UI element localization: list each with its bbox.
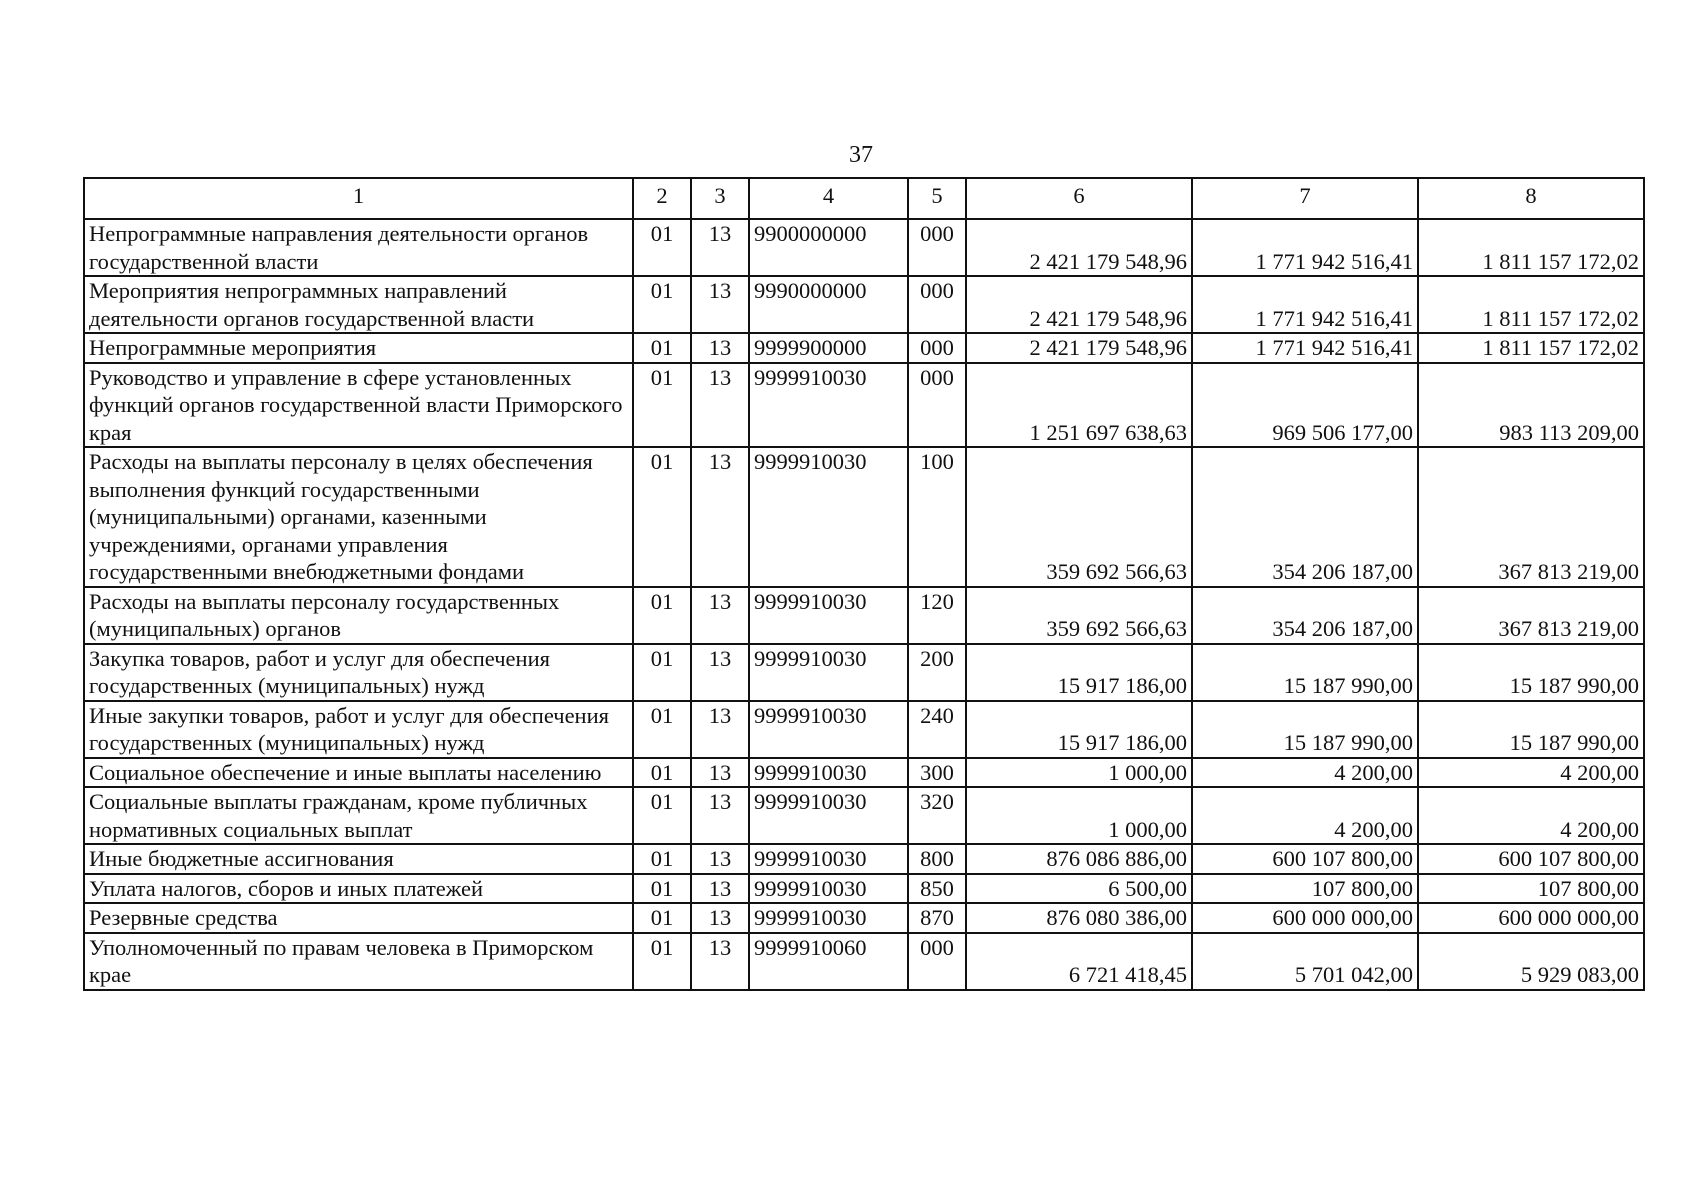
table-row xyxy=(84,701,1644,758)
row-subsection: 13 xyxy=(691,276,749,333)
table-row xyxy=(84,787,1644,844)
row-target-article: 9999910030 xyxy=(749,787,908,844)
row-section: 01 xyxy=(633,644,691,701)
row-amount-col6: 15 917 186,00 xyxy=(966,644,1192,701)
row-expense-type: 000 xyxy=(908,276,966,333)
row-amount-col8: 5 929 083,00 xyxy=(1418,933,1644,990)
row-amount-col7: 354 206 187,00 xyxy=(1192,587,1418,644)
row-subsection: 13 xyxy=(691,333,749,363)
table-row xyxy=(84,844,1644,874)
row-expense-type: 800 xyxy=(908,844,966,874)
row-subsection: 13 xyxy=(691,787,749,844)
row-target-article: 9999910030 xyxy=(749,903,908,933)
row-amount-col8: 600 000 000,00 xyxy=(1418,903,1644,933)
row-expense-type: 000 xyxy=(908,933,966,990)
row-amount-col7: 4 200,00 xyxy=(1192,787,1418,844)
table-row xyxy=(84,903,1644,933)
header-col-6: 6 xyxy=(966,178,1192,219)
row-amount-col8: 107 800,00 xyxy=(1418,874,1644,904)
row-section: 01 xyxy=(633,933,691,990)
header-col-4: 4 xyxy=(749,178,908,219)
row-amount-col6: 15 917 186,00 xyxy=(966,701,1192,758)
row-section: 01 xyxy=(633,587,691,644)
row-target-article: 9999910030 xyxy=(749,447,908,587)
row-name: Уполномоченный по правам человека в Приморском крае xyxy=(84,933,633,990)
row-amount-col6: 1 251 697 638,63 xyxy=(966,363,1192,448)
header-col-2: 2 xyxy=(633,178,691,219)
row-amount-col6: 359 692 566,63 xyxy=(966,587,1192,644)
table-row xyxy=(84,644,1644,701)
table-row xyxy=(84,933,1644,990)
row-subsection: 13 xyxy=(691,844,749,874)
row-target-article: 9999910060 xyxy=(749,933,908,990)
row-amount-col7: 1 771 942 516,41 xyxy=(1192,333,1418,363)
row-section: 01 xyxy=(633,844,691,874)
row-name: Иные закупки товаров, работ и услуг для обеспечения государственных (муниципальных) нужд xyxy=(84,701,633,758)
row-amount-col7: 15 187 990,00 xyxy=(1192,701,1418,758)
row-section: 01 xyxy=(633,219,691,276)
row-amount-col6: 2 421 179 548,96 xyxy=(966,333,1192,363)
header-col-8: 8 xyxy=(1418,178,1644,219)
row-expense-type: 300 xyxy=(908,758,966,788)
table-row xyxy=(84,219,1644,276)
row-amount-col7: 600 000 000,00 xyxy=(1192,903,1418,933)
table-row xyxy=(84,447,1644,587)
row-amount-col8: 983 113 209,00 xyxy=(1418,363,1644,448)
row-name: Мероприятия непрограммных направлений деятельности органов государственной власти xyxy=(84,276,633,333)
row-amount-col6: 1 000,00 xyxy=(966,758,1192,788)
row-amount-col7: 1 771 942 516,41 xyxy=(1192,276,1418,333)
row-expense-type: 850 xyxy=(908,874,966,904)
row-section: 01 xyxy=(633,758,691,788)
row-amount-col7: 600 107 800,00 xyxy=(1192,844,1418,874)
row-expense-type: 000 xyxy=(908,219,966,276)
row-target-article: 9999910030 xyxy=(749,844,908,874)
row-expense-type: 000 xyxy=(908,363,966,448)
row-amount-col7: 4 200,00 xyxy=(1192,758,1418,788)
row-section: 01 xyxy=(633,701,691,758)
row-expense-type: 240 xyxy=(908,701,966,758)
row-expense-type: 100 xyxy=(908,447,966,587)
row-amount-col6: 6 500,00 xyxy=(966,874,1192,904)
row-target-article: 9900000000 xyxy=(749,219,908,276)
page-number: 37 xyxy=(849,142,873,168)
row-subsection: 13 xyxy=(691,587,749,644)
row-subsection: 13 xyxy=(691,701,749,758)
row-subsection: 13 xyxy=(691,644,749,701)
row-target-article: 9999910030 xyxy=(749,644,908,701)
row-section: 01 xyxy=(633,363,691,448)
row-amount-col7: 969 506 177,00 xyxy=(1192,363,1418,448)
header-col-1: 1 xyxy=(84,178,633,219)
row-amount-col7: 107 800,00 xyxy=(1192,874,1418,904)
row-target-article: 9999910030 xyxy=(749,758,908,788)
table-row xyxy=(84,587,1644,644)
row-amount-col6: 359 692 566,63 xyxy=(966,447,1192,587)
header-row xyxy=(84,178,1644,219)
row-amount-col7: 5 701 042,00 xyxy=(1192,933,1418,990)
row-section: 01 xyxy=(633,447,691,587)
table-row xyxy=(84,333,1644,363)
row-amount-col6: 2 421 179 548,96 xyxy=(966,219,1192,276)
row-expense-type: 320 xyxy=(908,787,966,844)
row-subsection: 13 xyxy=(691,219,749,276)
row-amount-col8: 1 811 157 172,02 xyxy=(1418,333,1644,363)
row-target-article: 9999910030 xyxy=(749,701,908,758)
row-amount-col8: 15 187 990,00 xyxy=(1418,644,1644,701)
row-subsection: 13 xyxy=(691,447,749,587)
row-target-article: 9999900000 xyxy=(749,333,908,363)
header-col-5: 5 xyxy=(908,178,966,219)
row-name: Непрограммные мероприятия xyxy=(84,333,633,363)
header-col-3: 3 xyxy=(691,178,749,219)
row-name: Резервные средства xyxy=(84,903,633,933)
row-target-article: 9990000000 xyxy=(749,276,908,333)
row-amount-col8: 1 811 157 172,02 xyxy=(1418,219,1644,276)
row-amount-col8: 600 107 800,00 xyxy=(1418,844,1644,874)
row-name: Социальные выплаты гражданам, кроме публичных нормативных социальных выплат xyxy=(84,787,633,844)
row-name: Иные бюджетные ассигнования xyxy=(84,844,633,874)
row-name: Уплата налогов, сборов и иных платежей xyxy=(84,874,633,904)
row-target-article: 9999910030 xyxy=(749,363,908,448)
row-amount-col8: 4 200,00 xyxy=(1418,758,1644,788)
row-target-article: 9999910030 xyxy=(749,587,908,644)
row-amount-col6: 876 080 386,00 xyxy=(966,903,1192,933)
header-col-7: 7 xyxy=(1192,178,1418,219)
row-amount-col7: 15 187 990,00 xyxy=(1192,644,1418,701)
row-name: Расходы на выплаты персоналу государственных (муниципальных) органов xyxy=(84,587,633,644)
row-section: 01 xyxy=(633,787,691,844)
row-name: Закупка товаров, работ и услуг для обеспечения государственных (муниципальных) нужд xyxy=(84,644,633,701)
row-expense-type: 870 xyxy=(908,903,966,933)
row-subsection: 13 xyxy=(691,933,749,990)
row-section: 01 xyxy=(633,333,691,363)
row-subsection: 13 xyxy=(691,903,749,933)
row-section: 01 xyxy=(633,874,691,904)
row-amount-col6: 2 421 179 548,96 xyxy=(966,276,1192,333)
table-row xyxy=(84,874,1644,904)
row-section: 01 xyxy=(633,903,691,933)
row-expense-type: 000 xyxy=(908,333,966,363)
row-target-article: 9999910030 xyxy=(749,874,908,904)
row-amount-col8: 4 200,00 xyxy=(1418,787,1644,844)
row-section: 01 xyxy=(633,276,691,333)
row-subsection: 13 xyxy=(691,758,749,788)
table-row xyxy=(84,363,1644,448)
row-expense-type: 120 xyxy=(908,587,966,644)
row-name: Непрограммные направления деятельности органов государственной власти xyxy=(84,219,633,276)
row-amount-col7: 354 206 187,00 xyxy=(1192,447,1418,587)
row-name: Расходы на выплаты персоналу в целях обеспечения выполнения функций государственными (муниципальными) органами, казенными учреждениями, органами управления государственными внебюджетными фондами xyxy=(84,447,633,587)
row-amount-col6: 1 000,00 xyxy=(966,787,1192,844)
row-subsection: 13 xyxy=(691,874,749,904)
table-row xyxy=(84,276,1644,333)
row-amount-col6: 876 086 886,00 xyxy=(966,844,1192,874)
row-amount-col8: 367 813 219,00 xyxy=(1418,587,1644,644)
row-name: Социальное обеспечение и иные выплаты населению xyxy=(84,758,633,788)
row-amount-col8: 15 187 990,00 xyxy=(1418,701,1644,758)
table-row xyxy=(84,758,1644,788)
row-subsection: 13 xyxy=(691,363,749,448)
row-amount-col6: 6 721 418,45 xyxy=(966,933,1192,990)
row-amount-col8: 1 811 157 172,02 xyxy=(1418,276,1644,333)
row-name: Руководство и управление в сфере установленных функций органов государственной власти Приморского края xyxy=(84,363,633,448)
row-amount-col7: 1 771 942 516,41 xyxy=(1192,219,1418,276)
row-amount-col8: 367 813 219,00 xyxy=(1418,447,1644,587)
row-expense-type: 200 xyxy=(908,644,966,701)
budget-table xyxy=(83,177,1645,991)
